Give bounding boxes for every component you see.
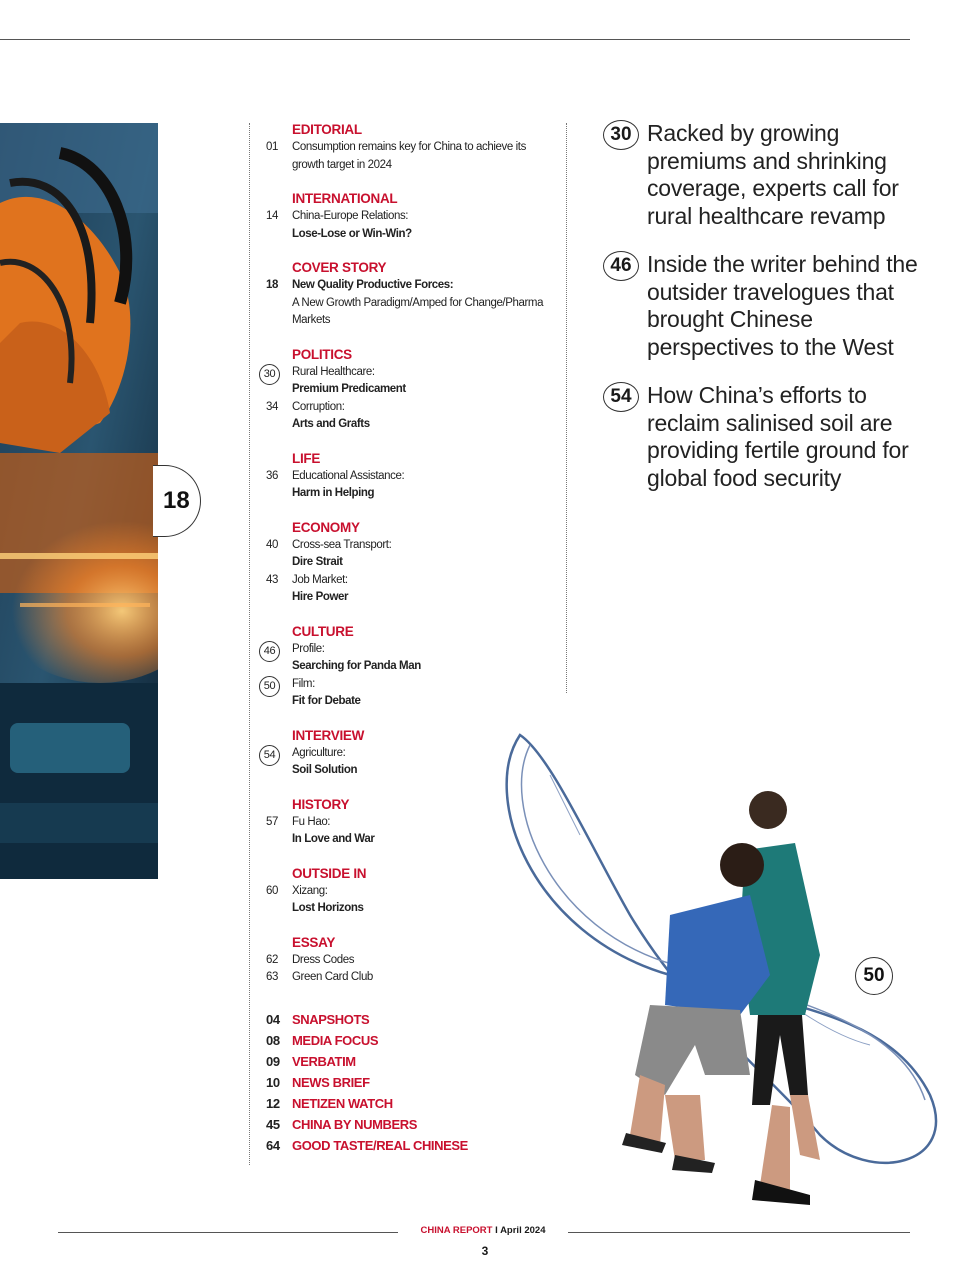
toc-entry-page [258,952,292,970]
toc-section [258,259,558,330]
footer-brand: CHINA REPORT [420,1225,493,1236]
feature-page-badge: 54 [603,382,639,412]
toc-entry-page-number: 57 [266,815,278,828]
toc-entry-topic: Film: [292,677,315,690]
toc-entry[interactable] [258,468,558,503]
toc-entry-text [292,537,558,572]
toc-entry-title: Dire Strait [292,556,343,568]
feature-item[interactable] [603,251,933,361]
toc-section-heading: ESSAY [292,934,336,950]
toc-entry-page-number: 30 [259,364,280,385]
toc-divider [249,123,250,1165]
toc-entry-topic: New Quality Productive Forces: [292,279,454,291]
toc-entry-page [258,364,292,399]
feature-item[interactable] [603,120,933,230]
toc-section-heading: HISTORY [292,796,350,812]
toc-entry-page [258,969,292,987]
toc-entry-topic: Job Market: [292,573,348,586]
toc-entry-title: Harm in Helping [292,487,375,499]
toc-entry-text [292,676,558,711]
toc-entry[interactable] [258,641,558,676]
toc-entry-topic: China-Europe Relations: [292,210,409,222]
features-divider [566,123,567,693]
toc-section-heading: POLITICS [292,346,352,362]
toc-entry-page [258,208,292,243]
toc-column-page: 04 [266,1011,280,1027]
toc-entry-page-number: 60 [266,884,278,897]
toc-column-label: MEDIA FOCUS [292,1032,379,1048]
toc-entry-text [292,641,558,676]
toc-entry-title: Searching for Panda Man [292,660,421,672]
toc-section-heading: EDITORIAL [292,122,362,137]
toc-entry[interactable] [258,537,558,572]
toc-column-label: GOOD TASTE/REAL CHINESE [292,1137,468,1153]
toc-entry-title: A New Growth Paradigm/Amped for Change/Pharma Markets [292,296,544,326]
toc-section-heading: CULTURE [292,623,354,639]
toc-entry-page [258,814,292,849]
toc-entry-page-number: 50 [259,676,280,697]
toc-entry-title: Premium Predicament [292,383,406,395]
toc-entry-topic: Consumption remains key for China to achieve its growth target in 2024 [292,141,526,171]
toc-column-label: VERBATIM [292,1053,356,1069]
toc-entry-text [292,399,558,434]
feature-page-badge: 30 [603,120,639,150]
toc-section [258,450,558,503]
feature-blurb: How China’s efforts to reclaim salinised soil are providing fertile ground for global food security [647,382,909,491]
toc-entry-topic: Agriculture: [292,746,346,759]
cover-story-page-number: 18 [163,487,190,514]
toc-entry-page [258,139,292,174]
toc-section-heading: INTERVIEW [292,727,365,743]
toc-column-page: 64 [266,1137,280,1153]
toc-entry-title: Fit for Debate [292,695,361,707]
toc-entry-topic: Cross-sea Transport: [292,538,392,551]
toc-entry[interactable] [258,277,558,330]
feature-page-badge: 46 [603,251,639,281]
toc-entry-topic: Rural Healthcare: [292,365,375,378]
toc-entry-title: Lose-Lose or Win-Win? [292,227,412,240]
toc-section [258,346,558,434]
toc-entry-text [292,468,558,503]
toc-entry-topic: Green Card Club [292,971,373,983]
feature-blurb: Racked by growing premiums and shrinking coverage, experts call for rural healthcare revamp [647,120,899,229]
toc-entry-title: In Love and War [292,833,375,845]
toc-entry-topic: Fu Hao: [292,815,331,828]
toc-section-heading: INTERNATIONAL [292,191,398,206]
toc-column-page: 10 [266,1074,280,1090]
toc-column-page: 09 [266,1053,280,1069]
toc-entry-page [258,468,292,503]
toc-entry-title: Hire Power [292,591,349,603]
film-page-badge[interactable] [855,957,893,995]
toc-column-label: SNAPSHOTS [292,1011,370,1027]
toc-entry-topic: Dress Codes [292,953,355,966]
toc-entry-page-number: 43 [266,573,278,586]
toc-entry-page-number: 62 [266,953,278,966]
toc-entry-page [258,641,292,676]
toc-section-heading: LIFE [292,450,321,466]
toc-entry-topic: Xizang: [292,884,328,897]
toc-entry-page [258,277,292,330]
toc-entry-page-number: 34 [266,400,278,413]
toc-entry-title: Soil Solution [292,764,358,776]
toc-entry[interactable] [258,364,558,399]
feature-highlights [603,120,933,513]
toc-column-page: 45 [266,1116,280,1132]
toc-entry-page-number: 63 [266,971,278,983]
footer-issue: April 2024 [500,1225,546,1236]
toc-section-heading: ECONOMY [292,519,360,535]
toc-entry-page-number: 36 [266,469,278,482]
toc-entry-title: Lost Horizons [292,902,364,914]
film-page-number: 50 [863,965,885,986]
toc-entry-text [292,139,558,174]
toc-entry[interactable] [258,676,558,711]
footer-separator: I [495,1225,498,1236]
toc-entry-text [292,208,558,243]
toc-entry-page-number: 40 [266,538,278,551]
toc-entry-page-number: 14 [266,210,278,222]
toc-entry-page [258,676,292,711]
toc-entry-text [292,364,558,399]
toc-section-heading: OUTSIDE IN [292,865,367,881]
page-number: 3 [481,1244,489,1258]
toc-section-heading: COVER STORY [292,260,387,275]
toc-entry-page-number: 18 [266,279,278,291]
toc-column-label: NEWS BRIEF [292,1074,370,1090]
toc-entry-page [258,883,292,918]
toc-section [258,519,558,607]
toc-entry-page-number: 01 [266,141,278,153]
toc-entry-topic: Profile: [292,642,325,655]
toc-entry[interactable] [258,208,558,243]
toc-entry-topic: Corruption: [292,400,345,413]
toc-column-label: CHINA BY NUMBERS [292,1116,418,1132]
footer-masthead [400,1225,566,1236]
feature-blurb: Inside the writer behind the outsider travelogues that brought Chinese perspectives to the West [647,251,918,360]
toc-section [258,121,558,174]
toc-entry-title: Arts and Grafts [292,418,370,430]
toc-entry[interactable] [258,139,558,174]
toc-entry-page [258,537,292,572]
toc-column-page: 12 [266,1095,280,1111]
toc-entry[interactable] [258,399,558,434]
toc-section [258,623,558,711]
toc-entry[interactable] [258,572,558,607]
toc-entry-page-number: 54 [259,745,280,766]
toc-column-page: 08 [266,1032,280,1048]
top-rule [0,39,910,40]
footer-rule-right [568,1232,910,1233]
feature-item[interactable] [603,382,933,492]
toc-entry-page [258,572,292,607]
footer-rule-left [58,1232,398,1233]
toc-entry-page [258,745,292,780]
toc-entry-topic: Educational Assistance: [292,469,405,482]
toc-entry-page [258,399,292,434]
cover-story-photo[interactable] [0,123,158,879]
toc-section [258,190,558,243]
toc-entry-text [292,572,558,607]
toc-entry-text [292,277,558,330]
toc-column-label: NETIZEN WATCH [292,1095,393,1111]
toc-entry-page-number: 46 [259,641,280,662]
cover-story-page-badge[interactable] [153,465,201,537]
